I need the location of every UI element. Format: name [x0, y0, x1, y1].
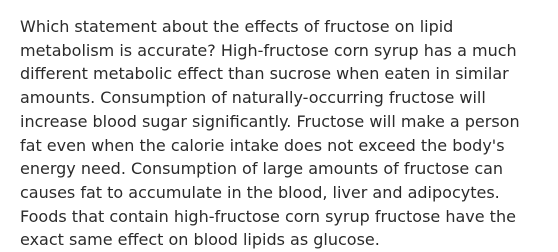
question-line: energy need. Consumption of large amounts of fructose can	[20, 159, 504, 179]
question-line: Which statement about the effects of fructose on lipid	[20, 17, 454, 36]
question-line: different metabolic effect than sucrose when eaten in similar	[20, 64, 509, 84]
question-line: exact same effect on blood lipids as glucose.	[20, 230, 380, 250]
question-line: causes fat to accumulate in the blood, liver and adipocytes.	[20, 182, 500, 202]
question-line: increase blood sugar significantly. Fructose will make a person	[20, 111, 520, 131]
question-line: fat even when the calorie intake does not exceed the body's	[20, 135, 505, 155]
question-line: Foods that contain high-fructose corn syrup fructose have the	[20, 206, 516, 226]
question-line: amounts. Consumption of naturally-occurring fructose will	[20, 88, 486, 108]
question-text	[20, 15, 550, 252]
question-line: metabolism is accurate? High-fructose corn syrup has a much	[20, 40, 517, 60]
